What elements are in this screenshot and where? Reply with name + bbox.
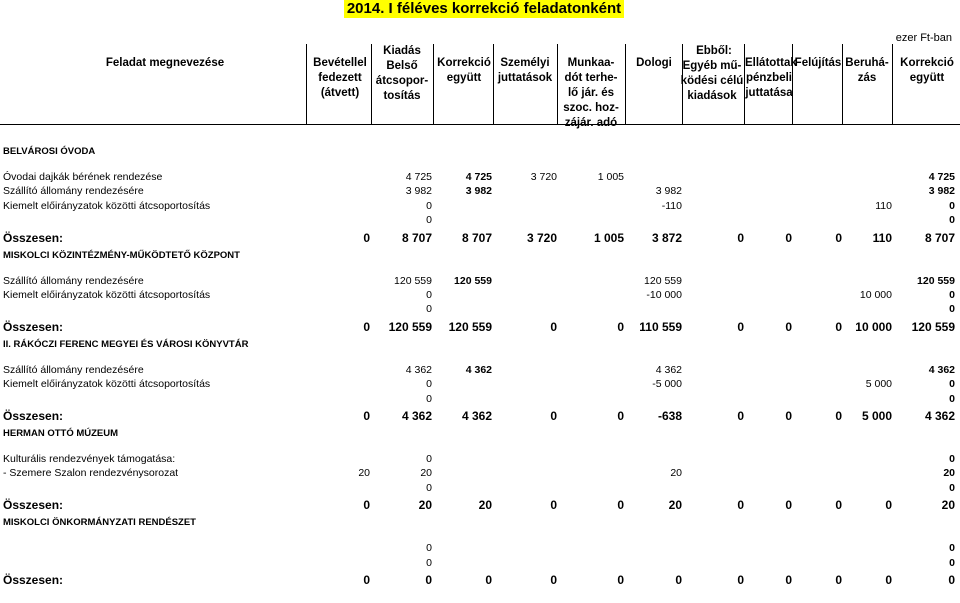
cell-value: 0	[835, 409, 842, 423]
header-employer: Munkaa- dót terhe- lő jár. és szoc. hoz- zájár. adó	[563, 57, 619, 129]
header-personal: Személyi juttatások	[497, 57, 553, 84]
cell-value: 0	[550, 319, 557, 334]
table-row	[0, 452, 960, 466]
table-row	[0, 363, 960, 377]
cell-value: 0	[835, 319, 842, 334]
cell-value: 0	[363, 230, 370, 245]
cell-value: 10 000	[859, 289, 892, 301]
cell-value: 0	[949, 542, 955, 555]
cell-value: 0	[485, 573, 492, 587]
cell-value: 0	[835, 230, 842, 245]
cell-value: 0	[737, 498, 744, 513]
cell-value: 3 720	[530, 171, 557, 183]
cell-value: 4 362	[928, 363, 955, 376]
table-row	[0, 302, 960, 316]
table-row	[0, 541, 960, 555]
cell-value: 0	[363, 319, 370, 334]
cell-value: 1 005	[593, 230, 624, 245]
cell-value: 0	[426, 303, 432, 316]
cell-value: 0	[885, 573, 892, 587]
cell-value: 20	[358, 467, 370, 480]
table-row	[0, 556, 960, 570]
cell-value: 0	[617, 409, 624, 423]
row-label: Szállító állomány rendezésére	[3, 185, 144, 198]
cell-value: 0	[617, 573, 624, 587]
section-title: II. RÁKÓCZI FERENC MEGYEI ÉS VÁROSI KÖNYVTÁR	[3, 338, 249, 350]
cell-value: 4 362	[461, 409, 492, 423]
header-expense: Kiadás	[383, 45, 421, 57]
cell-value: 8 707	[461, 230, 492, 245]
cell-value: 110	[875, 199, 892, 212]
cell-value: 4 362	[655, 363, 682, 376]
total-label: Összesen:	[3, 230, 64, 245]
cell-value: 0	[426, 392, 432, 405]
section-title: HERMAN OTTÓ MÚZEUM	[3, 428, 119, 439]
total-label: Összesen:	[3, 409, 64, 423]
cell-value: 0	[785, 230, 792, 245]
cell-value: 5 000	[865, 378, 892, 391]
cell-value: -10 000	[646, 289, 682, 301]
cell-value: 0	[948, 573, 955, 587]
cell-value: 4 725	[928, 171, 955, 183]
total-row	[0, 231, 960, 245]
cell-value: 4 362	[401, 409, 432, 423]
cell-value: 0	[835, 573, 842, 587]
row-label: Kiemelt előirányzatok közötti átcsoportosítás	[3, 199, 211, 212]
cell-value: 0	[426, 481, 432, 494]
header-investment: Beruhá- zás	[845, 57, 889, 84]
table-row	[0, 377, 960, 391]
cell-value: 10 000	[855, 319, 892, 334]
cell-value: 20	[420, 467, 432, 480]
cell-value: 20	[670, 467, 682, 480]
total-row	[0, 320, 960, 334]
cell-value: 120 559	[388, 319, 432, 334]
header-corr-total2: Korrekció együtt	[900, 57, 954, 84]
total-label: Összesen:	[3, 573, 64, 587]
cell-value: 0	[363, 573, 370, 587]
cell-value: -5 000	[652, 378, 682, 391]
total-label: Összesen:	[3, 498, 64, 513]
header-internal: Belső átcsopor- tosítás	[375, 60, 429, 102]
cell-value: 3 982	[405, 185, 432, 198]
total-row	[0, 409, 960, 423]
cell-value: 20	[943, 467, 955, 480]
cell-value: 0	[785, 319, 792, 334]
cell-value: -638	[657, 409, 682, 423]
cell-value: 0	[426, 556, 432, 569]
table-row	[0, 392, 960, 406]
row-label: - Szemere Szalon rendezvénysorozat	[3, 467, 179, 480]
header-corr-total: Korrekció együtt	[437, 57, 491, 84]
cell-value: 1 005	[597, 171, 624, 183]
header-task: Feladat megnevezése	[105, 57, 225, 69]
cell-value: 0	[550, 573, 557, 587]
cell-value: 0	[949, 453, 955, 465]
cell-value: 4 362	[465, 363, 492, 376]
cell-value: 20	[418, 498, 432, 513]
cell-value: 0	[785, 498, 792, 513]
table-row	[0, 213, 960, 227]
cell-value: 0	[785, 573, 792, 587]
cell-value: 0	[363, 498, 370, 513]
cell-value: 0	[949, 303, 955, 316]
cell-value: 0	[426, 289, 432, 301]
cell-value: 0	[785, 409, 792, 423]
row-label: Kiemelt előirányzatok közötti átcsoportosítás	[3, 378, 211, 391]
cell-value: 0	[949, 214, 955, 227]
cell-value: 4 362	[405, 363, 432, 376]
cell-value: 0	[949, 378, 955, 391]
section-title: MISKOLCI ÖNKORMÁNYZATI RENDÉSZET	[3, 517, 196, 529]
cell-value: 0	[737, 319, 744, 334]
cell-value: 120 559	[454, 274, 492, 287]
cell-value: 0	[835, 498, 842, 513]
cell-value: 20	[668, 498, 682, 513]
total-row	[0, 498, 960, 512]
cell-value: 120 559	[911, 319, 955, 334]
header-material: Dologi	[636, 57, 672, 69]
unit-label: ezer Ft-ban	[895, 32, 952, 44]
cell-value: 110 559	[639, 319, 682, 334]
cell-value: 0	[737, 573, 744, 587]
table-row	[0, 288, 960, 302]
header-other-op: Egyéb mű- ködési célú kiadások	[680, 60, 744, 102]
cell-value: 8 707	[924, 230, 955, 245]
header-ofwhich: Ebből:	[696, 45, 732, 57]
cell-value: 5 000	[861, 409, 892, 423]
table-row	[0, 170, 960, 184]
cell-value: 120 559	[917, 274, 955, 287]
cell-value: 3 720	[526, 230, 557, 245]
cell-value: 0	[737, 409, 744, 423]
cell-value: 0	[885, 498, 892, 513]
cell-value: 3 982	[655, 185, 682, 198]
cell-value: -110	[661, 199, 682, 212]
header-renovation: Felújítás	[794, 57, 842, 69]
row-label: Kiemelt előirányzatok közötti átcsoportosítás	[3, 289, 211, 301]
cell-value: 0	[363, 409, 370, 423]
cell-value: 0	[550, 409, 557, 423]
row-label: Kulturális rendezvények támogatása:	[3, 453, 176, 465]
total-row	[0, 573, 960, 587]
cell-value: 0	[426, 453, 432, 465]
row-label: Szállító állomány rendezésére	[3, 363, 144, 376]
cell-value: 0	[617, 319, 624, 334]
cell-value: 8 707	[401, 230, 432, 245]
cell-value: 120 559	[448, 319, 492, 334]
cell-value: 0	[426, 214, 432, 227]
header-income: Bevétellel fedezett (átvett)	[313, 57, 367, 99]
cell-value: 4 362	[924, 409, 955, 423]
page-title: 2014. I féléves korrekció feladatonként	[344, 0, 624, 18]
cell-value: 4 725	[405, 171, 432, 183]
cell-value: 0	[426, 542, 432, 555]
cell-value: 0	[949, 289, 955, 301]
cell-value: 20	[941, 498, 955, 513]
cell-value: 0	[617, 498, 624, 513]
section-title: BELVÁROSI ÓVODA	[3, 146, 96, 157]
cell-value: 0	[949, 392, 955, 405]
cell-value: 3 982	[465, 185, 492, 198]
cell-value: 0	[737, 230, 744, 245]
table-row	[0, 466, 960, 480]
table-row	[0, 481, 960, 495]
cell-value: 0	[949, 481, 955, 494]
row-label: Óvodai dajkák bérének rendezése	[3, 171, 163, 183]
cell-value: 0	[550, 498, 557, 513]
cell-value: 120 559	[644, 274, 682, 287]
cell-value: 0	[949, 556, 955, 569]
cell-value: 0	[426, 199, 432, 212]
cell-value: 0	[426, 378, 432, 391]
cell-value: 0	[425, 573, 432, 587]
cell-value: 0	[675, 573, 682, 587]
table-row	[0, 199, 960, 213]
table-row	[0, 274, 960, 288]
cell-value: 3 872	[651, 230, 682, 245]
table-row	[0, 184, 960, 198]
cell-value: 4 725	[465, 171, 492, 183]
section-title: MISKOLCI KÖZINTÉZMÉNY-MŰKÖDTETŐ KÖZPONT	[3, 249, 240, 261]
header-benefits: Ellátottak pénzbeli juttatása	[745, 57, 797, 99]
cell-value: 120 559	[394, 274, 432, 287]
cell-value: 20	[478, 498, 492, 513]
cell-value: 3 982	[928, 185, 955, 198]
total-label: Összesen:	[3, 319, 64, 334]
row-label: Szállító állomány rendezésére	[3, 274, 144, 287]
cell-value: 110	[872, 230, 892, 245]
cell-value: 0	[949, 199, 955, 212]
